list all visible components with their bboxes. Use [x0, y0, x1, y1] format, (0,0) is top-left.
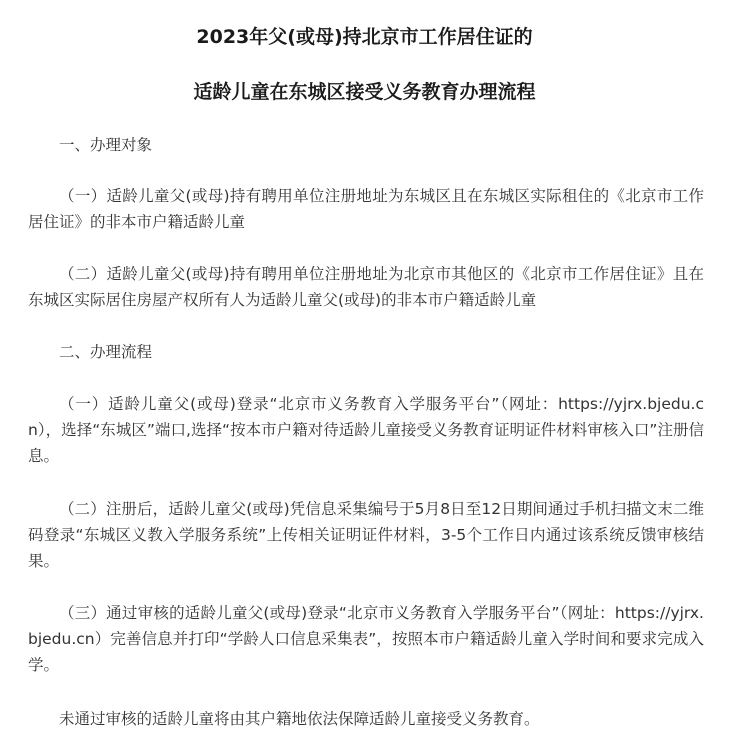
section-heading-objects: 一、办理对象: [59, 136, 153, 154]
process-step-1: （一）适龄儿童父(或母)登录“北京市义务教育入学服务平台”（网址：https://yjrx.bjedu.cn），选择“东城区”端口,选择“按本市户籍对待适龄儿童接受义务教育证明证件材料审核入口”注册信息。: [28, 395, 704, 465]
document-title-line1: 2023年父(或母)持北京市工作居住证的: [196, 26, 533, 48]
document-title-line2: 适龄儿童在东城区接受义务教育办理流程: [193, 81, 536, 103]
object-item-2: （二）适龄儿童父(或母)持有聘用单位注册地址为北京市其他区的《北京市工作居住证》且在东城区实际居住房屋产权所有人为适龄儿童父(或母)的非本市户籍适龄儿童: [28, 265, 704, 309]
closing-note: 未通过审核的适龄儿童将由其户籍地依法保障适龄儿童接受义务教育。: [59, 710, 540, 728]
section-heading-process: 二、办理流程: [59, 343, 153, 361]
process-step-2: （二）注册后，适龄儿童父(或母)凭信息采集编号于5月8日至12日期间通过手机扫描文末二维码登录“东城区义教入学服务系统”上传相关证明证件材料，3-5个工作日内通过该系统反馈审核结果。: [28, 500, 704, 570]
process-step-3: （三）通过审核的适龄儿童父(或母)登录“北京市义务教育入学服务平台”（网址：https://yjrx.bjedu.cn）完善信息并打印“学龄人口信息采集表”，按照本市户籍适龄儿童入学时间和要求完成入学。: [28, 604, 704, 674]
object-item-1: （一）适龄儿童父(或母)持有聘用单位注册地址为东城区且在东城区实际租住的《北京市工作居住证》的非本市户籍适龄儿童: [28, 187, 704, 231]
